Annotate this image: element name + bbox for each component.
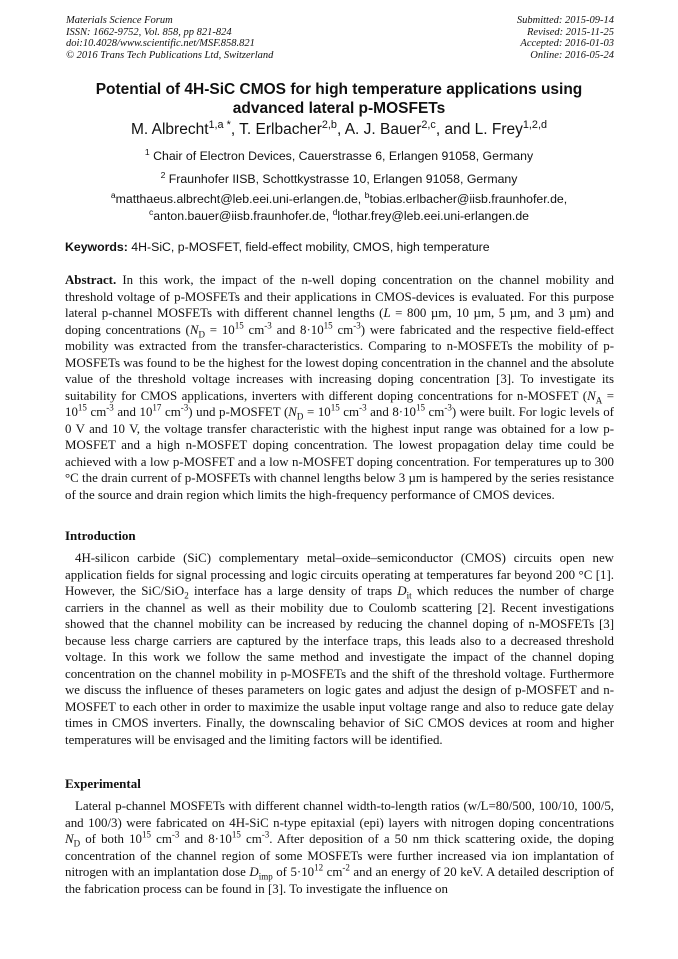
superscript: 15: [234, 320, 244, 331]
superscript: -3: [264, 320, 272, 331]
experimental-paragraph: [65, 798, 614, 897]
exp-text: of both 10: [80, 832, 142, 846]
abstract-label: Abstract.: [65, 273, 117, 287]
subscript: 2: [184, 590, 189, 601]
superscript: 15: [142, 829, 152, 840]
author-4-sup: 1,2,d: [522, 118, 548, 131]
email-c[interactable]: anton.bauer@iisb.fraunhofer.de,: [153, 208, 330, 223]
submitted-date: Submitted: 2015-09-14: [516, 15, 614, 26]
symbol-N: N: [288, 405, 297, 419]
abstract-text: = 10: [65, 388, 614, 419]
abstract-text: and 8·10: [271, 322, 324, 337]
author-4: and L. Frey: [444, 121, 523, 138]
exp-text: cm: [323, 865, 343, 879]
email-c-sup: c: [148, 206, 154, 217]
exp-text: cm: [240, 832, 262, 846]
exp-text: and an energy of 20 keV. A detailed description of the fabrication process can be found in [3]. To investigate the influence on: [65, 865, 614, 896]
journal-header-right: [517, 15, 614, 61]
section-heading-introduction: Introduction: [65, 528, 136, 543]
affiliation-2-num: 2: [160, 169, 166, 180]
subscript: D: [296, 411, 304, 422]
email-a[interactable]: matthaeus.albrecht@leb.eei.uni-erlangen.de,: [115, 192, 362, 206]
email-line-2: [60, 208, 618, 225]
superscript: -3: [171, 829, 180, 840]
author-list: M. Albrecht$^{1,a *}$, T. Erlbacher$^{2,b}$, A. J. Bauer$^{2,c}$, and L. Frey$^{1,2,d}$: [130, 118, 548, 138]
superscript: 17: [152, 402, 162, 413]
author-2: T. Erlbacher: [239, 121, 322, 138]
author-1-sup: 1,a *: [208, 118, 231, 131]
affiliation-1-num: 1: [144, 146, 150, 157]
author-3: A. J. Bauer: [344, 121, 422, 138]
abstract-text: cm: [339, 405, 360, 419]
symbol-N: N: [65, 832, 74, 846]
superscript: -2: [342, 862, 350, 873]
affiliation-1-text: Chair of Electron Devices, Cauerstrasse 6, Erlangen 91058, Germany: [153, 149, 534, 163]
email-b[interactable]: tobias.erlbacher@iisb.fraunhofer.de,: [369, 192, 568, 206]
symbol-D: D: [397, 584, 407, 598]
introduction-paragraph: [65, 550, 614, 748]
symbol-L: L: [383, 306, 391, 320]
exp-text: of 5·10: [272, 865, 315, 879]
subscript: imp: [258, 871, 273, 882]
abstract-text: cm: [86, 405, 107, 419]
abstract-text: = 10: [303, 405, 331, 419]
journal-header-left: [66, 15, 273, 61]
email-d[interactable]: lothar.frey@leb.eei.uni-erlangen.de: [337, 208, 529, 223]
keywords-label: Keywords:: [65, 240, 128, 254]
subscript: A: [595, 395, 603, 406]
abstract-text: cm: [161, 405, 181, 419]
title-line-1: Potential of 4H-SiC CMOS for high temperature applications using: [95, 81, 583, 98]
superscript: -3: [261, 829, 270, 840]
abstract-text: cm: [243, 322, 265, 337]
subscript: it: [406, 590, 412, 601]
symbol-N: N: [587, 388, 596, 403]
affiliation-2: [60, 171, 618, 187]
affiliation-2-text: Fraunhofer IISB, Schottkystrasse 10, Erlangen 91058, Germany: [168, 172, 518, 186]
abstract-text: and 8·10: [366, 405, 416, 419]
paper-title: [60, 80, 618, 118]
abstract: [65, 272, 614, 503]
email-d-sup: d: [332, 206, 338, 217]
title-line-2: advanced lateral p-MOSFETs: [232, 100, 446, 117]
superscript: 15: [330, 402, 340, 413]
superscript: 12: [314, 862, 324, 873]
exp-text: cm: [151, 832, 172, 846]
keywords: [65, 240, 490, 254]
abstract-text: ) und p-MOSFET (: [188, 405, 289, 419]
superscript: 15: [77, 402, 87, 413]
superscript: 15: [231, 829, 241, 840]
intro-text: which reduces the number of charge carriers in the channel as well as their mobility due to Coulomb scattering [2]. Recent investigations showed that the channel mobility can be increased by reducing the channel doping of n-MOSFETs [3] because less charge carriers are captured by the interface traps, this leads also to a decreased threshold voltage. In this work we follow the same method and investigate the impact of the channel doping concentration on the channel mobility in p-MOSFETs and the shift of the threshold voltage. Furthermore we discuss the influence of theses parameters on logic gates and adjust the design of p-MOSFET and n-MOSFET to each other in order to maximize the usable input voltage range and also to reduce gate delay times in CMOS inverters. Finally, the downscaling behavior of SiC CMOS devices at room and higher temperatures will be envisaged and the limiting factors will be identified.: [65, 584, 614, 747]
intro-text: 4H-silicon carbide (SiC) complementary metal–oxide–semiconductor (CMOS) circuits open new application fields for signal processing and logic circuits operating at temperatures far beyond 200 °C [1]. However, the SiC/SiO: [65, 551, 614, 598]
keywords-text: 4H-SiC, p-MOSFET, field-effect mobility, CMOS, high temperature: [131, 240, 490, 254]
superscript: 15: [323, 320, 333, 331]
superscript: -3: [106, 402, 114, 413]
abstract-text: cm: [424, 405, 445, 419]
symbol-D: D: [249, 865, 259, 879]
email-line-1: [60, 191, 618, 208]
abstract-text: cm: [332, 322, 354, 337]
author-3-sup: 2,c: [421, 118, 436, 131]
online-date: Online: 2016-05-24: [530, 49, 614, 61]
author-2-sup: 2,b: [321, 118, 337, 131]
symbol-N: N: [189, 322, 199, 337]
affiliation-1: [60, 148, 618, 164]
revised-date: Revised: 2015-11-25: [527, 26, 614, 38]
subscript: D: [73, 838, 81, 849]
abstract-text: ) were built. For logic levels of 0 V and 10 V, the voltage transfer characteristic with the highest input range was obtained for a low p-MOSFET and a high n-MOSFET doping concentration. The lowest propagation delay time could be achieved with a low p-MOSFET and a low n-MOSFET doping concentration. For temperatures up to 300 °C the drain current of p-MOSFETs with channel lengths below 3 µm is hampered by the series resistance of the source and drain region which limits the high-frequency performance of CMOS devices.: [65, 405, 614, 502]
abstract-text: = 10: [204, 322, 235, 337]
abstract-text: In this work, the impact of the n-well doping concentration on the channel mobility and threshold voltage of p-MOSFETs and their applications in CMOS-devices is evaluated. For this purpose lateral p-channel MOSFETs with different channel lengths (: [65, 273, 614, 320]
intro-text: interface has a large density of traps: [188, 584, 398, 598]
issn: ISSN: 1662-9752, Vol. 858, pp 821-824: [66, 26, 232, 38]
section-heading-experimental: Experimental: [65, 776, 141, 791]
doi-link[interactable]: doi:10.4028/www.scientific.net/MSF.858.821: [66, 38, 255, 49]
exp-text: and 8·10: [179, 832, 232, 846]
accepted-date: Accepted: 2016-01-03: [520, 38, 614, 49]
exp-text: . After deposition of a 50 nm thick scattering oxide, the doping concentration of the channel region of some MOSFETs were further increased via ion implantation of nitrogen with an implantation dose: [65, 832, 614, 879]
superscript: -3: [359, 402, 367, 413]
superscript: 15: [415, 402, 425, 413]
superscript: -3: [444, 402, 452, 413]
author-emails: [60, 191, 618, 224]
copyright: © 2016 Trans Tech Publications Ltd, Switzerland: [66, 49, 274, 61]
exp-text: Lateral p-channel MOSFETs with different channel width-to-length ratios (w/L=80/500, 100/10, 100/5, and 100/3) were fabricated on 4H-SiC n-type epitaxial (epi) layers with nitrogen doping concentrations: [65, 799, 614, 830]
author-1: M. Albrecht: [130, 121, 209, 138]
email-a-sup: a: [110, 189, 116, 200]
email-b-sup: b: [364, 189, 370, 200]
abstract-text: = 800 µm, 10 µm, 5 µm, and 3 µm) and doping concentrations (: [65, 306, 614, 337]
superscript: -3: [353, 320, 361, 331]
journal-name: Materials Science Forum: [66, 15, 173, 26]
superscript: -3: [180, 402, 189, 413]
abstract-text: ) were fabricated and the respective field-effect mobility was extracted from the transfer-characteristics. Comparing to n-MOSFETs the mobility of p-MOSFETs was found to be the highest for the lowest doping concentration in the channel and the absolute value of the threshold voltage increases with increasing doping concentration [3]. To investigate its suitability for CMOS applications, inverters with different doping concentrations for n-MOSFET (: [65, 322, 614, 403]
subscript: D: [198, 329, 205, 340]
abstract-text: and 10: [113, 405, 153, 419]
